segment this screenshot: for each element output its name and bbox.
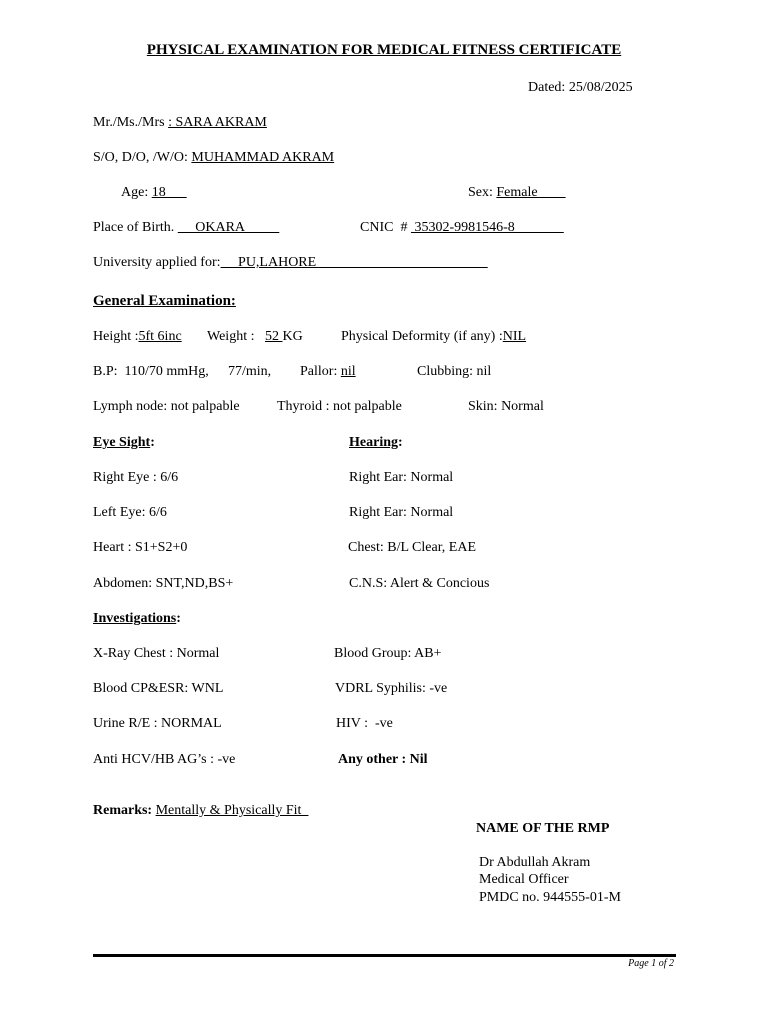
rmp-designation: Medical Officer [479,872,569,887]
left-eye-line: Left Eye: 6/6 [93,505,167,520]
footer-rule [93,954,676,957]
rmp-heading: NAME OF THE RMP [476,821,610,836]
hiv-line: HIV : -ve [336,716,393,731]
any-other-line: Any other : Nil [338,752,428,767]
xray-line: X-Ray Chest : Normal [93,646,220,661]
chest-line: Chest: B/L Clear, EAE [348,540,477,555]
bp-line [93,364,209,380]
deformity-value: NIL [502,329,527,344]
eye-sight-heading-line [93,435,155,451]
deformity-line [341,329,526,345]
bp-value: 110/70 mmHg, [124,364,209,379]
hearing-heading-line [349,435,403,451]
investigations-heading: Investigations [93,611,177,626]
height-label: Height : [93,329,139,344]
sex-line [468,185,566,201]
height-line [93,329,182,345]
dated-line [528,80,633,96]
remarks-label: Remarks: [93,803,153,818]
relation-label: S/O, D/O, /W/O: [93,150,192,165]
relation-line [93,150,334,166]
blood-group-line: Blood Group: AB+ [334,646,442,661]
blood-cp-line: Blood CP&ESR: WNL [93,681,224,696]
university-value: PU,LAHORE [220,255,488,270]
rmp-pmdc: PMDC no. 944555-01-M [479,890,621,905]
right-ear-line-1: Right Ear: Normal [349,470,454,485]
university-label: University applied for: [93,255,221,270]
eye-sight-heading: Eye Sight [93,435,151,450]
cnic-label: CNIC # [360,220,411,235]
dated-label: Dated: [528,80,566,95]
relation-value: MUHAMMAD AKRAM [191,150,335,165]
place-of-birth-line [93,220,279,236]
name-line [93,115,267,131]
right-ear-line-2: Right Ear: Normal [349,505,454,520]
pallor-value: nil [340,364,356,379]
hearing-colon: : [398,435,403,450]
pallor-line [300,364,356,380]
hearing-heading: Hearing [349,435,398,450]
vdrl-line: VDRL Syphilis: -ve [335,681,448,696]
document-title: PHYSICAL EXAMINATION FOR MEDICAL FITNESS CERTIFICATE [146,42,622,58]
rmp-name: Dr Abdullah Akram [479,855,591,870]
remarks-value: Mentally & Physically Fit [155,803,309,818]
place-of-birth-label: Place of Birth. [93,220,178,235]
remarks-line [93,803,308,819]
eye-sight-colon: : [150,435,155,450]
abdomen-line: Abdomen: SNT,ND,BS+ [93,576,234,591]
age-label: Age: [121,185,152,200]
pulse-value: 77/min, [228,364,272,379]
investigations-colon: : [176,611,181,626]
page-number: Page 1 of 2 [628,958,674,969]
weight-line [207,329,303,345]
weight-unit: KG [282,329,303,344]
place-of-birth-value: OKARA [177,220,280,235]
heart-line: Heart : S1+S2+0 [93,540,188,555]
dated-value: 25/08/2025 [568,80,633,95]
skin-line: Skin: Normal [468,399,544,414]
sex-value: Female [496,185,566,200]
university-line [93,255,488,271]
cnic-line [360,220,564,236]
anti-hcv-line: Anti HCV/HB AG’s : -ve [93,752,236,767]
clubbing-line: Clubbing: nil [417,364,492,379]
weight-value: 52 [264,329,283,344]
weight-label: Weight : [207,329,265,344]
bp-label: B.P: [93,364,125,379]
urine-line: Urine R/E : NORMAL [93,716,222,731]
cns-line: C.N.S: Alert & Concious [349,576,490,591]
lymph-node-line: Lymph node: not palpable [93,399,240,414]
deformity-label: Physical Deformity (if any) : [341,329,503,344]
sex-label: Sex: [468,185,497,200]
height-value: 5ft 6inc [138,329,182,344]
investigations-heading-line [93,611,181,627]
age-line [121,185,187,201]
name-label: Mr./Ms./Mrs [93,115,169,130]
cnic-value: 35302-9981546-8 [410,220,564,235]
pallor-label: Pallor: [300,364,341,379]
name-value: : SARA AKRAM [168,115,267,130]
right-eye-line: Right Eye : 6/6 [93,470,179,485]
thyroid-line: Thyroid : not palpable [277,399,402,414]
age-value: 18 [151,185,187,200]
general-examination-heading: General Examination: [93,293,236,309]
